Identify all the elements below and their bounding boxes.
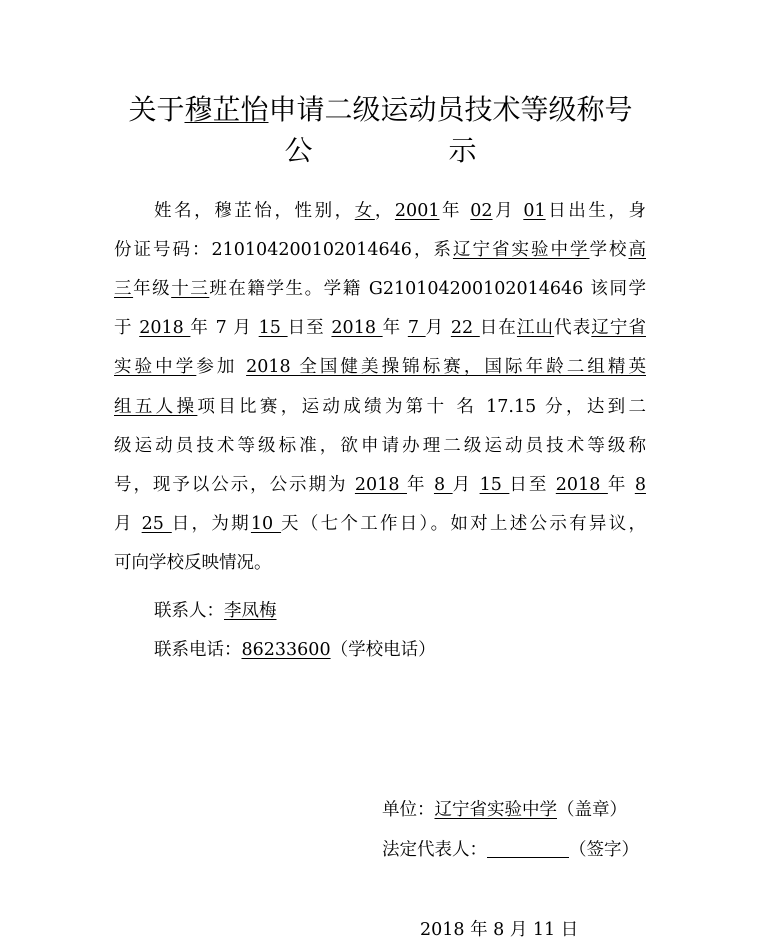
unit-line bbox=[382, 798, 627, 822]
body-text: 参加 bbox=[196, 357, 247, 377]
body-text: 年 7 月 bbox=[190, 318, 259, 338]
body-text: 班在籍学生。学籍 G210104200102014646 该同学 bbox=[209, 279, 647, 299]
body-text: 月 bbox=[114, 514, 142, 534]
body-text: 级运动员技术等级标准，欲申请办理二级运动员技术等级称 bbox=[114, 436, 646, 456]
body-line bbox=[114, 277, 646, 301]
contact-person-name: 李凤梅 bbox=[224, 601, 277, 621]
body-text: 可向学校反映情况。 bbox=[114, 553, 272, 573]
underlined-text: 2018 bbox=[555, 475, 608, 495]
underlined-text: 三 bbox=[114, 279, 134, 299]
body-line bbox=[114, 395, 646, 419]
body-line bbox=[114, 355, 646, 379]
body-line bbox=[154, 199, 646, 223]
underlined-text: 15 bbox=[258, 318, 288, 338]
subtitle-char-2: 示 bbox=[448, 134, 477, 167]
underlined-text: 22 bbox=[450, 318, 480, 338]
body-text: 日，为期 bbox=[171, 514, 251, 534]
underlined-text: 8 bbox=[433, 475, 453, 495]
underlined-text: 实验中学 bbox=[114, 357, 197, 377]
body-text: ， bbox=[374, 201, 395, 221]
body-text: 份证号码：210104200102014646，系 bbox=[114, 240, 453, 260]
title-name: 穆芷怡 bbox=[184, 93, 269, 126]
underlined-text: 辽宁省实验中学 bbox=[452, 240, 590, 260]
body-text: 天（七个工作日）。如对上述公示有异议， bbox=[281, 514, 646, 534]
body-text: 日出生，身 bbox=[545, 201, 647, 221]
body-text: 日至 bbox=[287, 318, 332, 338]
body-text: 学校 bbox=[589, 240, 629, 260]
underlined-text: 8 bbox=[634, 475, 646, 495]
document-title bbox=[0, 90, 761, 130]
underlined-text: 高 bbox=[628, 240, 647, 260]
underlined-text: 江山 bbox=[516, 318, 555, 338]
underlined-text: 组五人操 bbox=[114, 397, 198, 417]
underlined-text: 10 bbox=[250, 514, 282, 534]
body-text: 年 bbox=[382, 318, 408, 338]
underlined-text: 7 bbox=[407, 318, 426, 338]
underlined-text: 01 bbox=[523, 201, 546, 221]
underlined-text: 2001 bbox=[394, 201, 440, 221]
signature-blank bbox=[487, 839, 569, 858]
underlined-text: 2018 全国健美操锦标赛，国际年龄二组精英 bbox=[246, 357, 646, 377]
contact-person-label: 联系人： bbox=[154, 601, 224, 621]
underlined-text: 2018 bbox=[139, 318, 191, 338]
body-text: 日至 bbox=[509, 475, 556, 495]
underlined-text: 25 bbox=[141, 514, 172, 534]
underlined-text: 15 bbox=[479, 475, 510, 495]
body-text: 年级 bbox=[133, 279, 172, 299]
body-line bbox=[114, 473, 646, 497]
underlined-text: 2018 bbox=[354, 475, 407, 495]
body-line bbox=[114, 238, 646, 262]
body-text: 月 bbox=[452, 475, 480, 495]
body-line bbox=[114, 551, 646, 575]
unit-label: 单位： bbox=[382, 800, 435, 820]
body-line bbox=[114, 512, 646, 536]
body-text: 月 bbox=[425, 318, 451, 338]
body-text: 项目比赛，运动成绩为第十 名 17.15 分，达到二 bbox=[197, 397, 646, 417]
underlined-text: 02 bbox=[470, 201, 493, 221]
underlined-text: 十三 bbox=[171, 279, 210, 299]
body-text: 月 bbox=[492, 201, 524, 221]
underlined-text: 辽宁省 bbox=[591, 318, 646, 338]
contact-person-line bbox=[154, 599, 277, 623]
body-text: 年 bbox=[406, 475, 434, 495]
subtitle-char-1: 公 bbox=[284, 134, 313, 167]
body-line bbox=[114, 316, 646, 340]
title-suffix: 申请二级运动员技术等级称号 bbox=[268, 93, 633, 126]
body-text: 号，现予以公示，公示期为 bbox=[114, 475, 355, 495]
contact-phone-label: 联系电话： bbox=[154, 640, 242, 660]
body-text: 日在 bbox=[479, 318, 517, 338]
contact-phone-note: （学校电话） bbox=[330, 640, 436, 660]
contact-phone-line bbox=[154, 638, 436, 662]
title-prefix: 关于 bbox=[128, 93, 185, 126]
representative-line bbox=[382, 838, 639, 862]
body-line bbox=[114, 434, 646, 458]
underlined-text: 2018 bbox=[331, 318, 383, 338]
contact-phone-number: 86233600 bbox=[241, 640, 331, 660]
body-text: 年 bbox=[607, 475, 635, 495]
notice-date: 2018 年 8 月 11 日 bbox=[420, 920, 579, 940]
underlined-text: 女 bbox=[354, 201, 375, 221]
unit-name: 辽宁省实验中学 bbox=[434, 800, 557, 820]
body-text: 于 bbox=[114, 318, 140, 338]
body-text: 姓名，穆芷怡，性别， bbox=[154, 201, 355, 221]
unit-note: （盖章） bbox=[557, 800, 627, 820]
document-subtitle bbox=[0, 131, 761, 171]
body-text: 年 bbox=[439, 201, 471, 221]
representative-label: 法定代表人： bbox=[382, 840, 487, 860]
representative-note: （签字） bbox=[569, 840, 639, 860]
body-text: 代表 bbox=[554, 318, 592, 338]
